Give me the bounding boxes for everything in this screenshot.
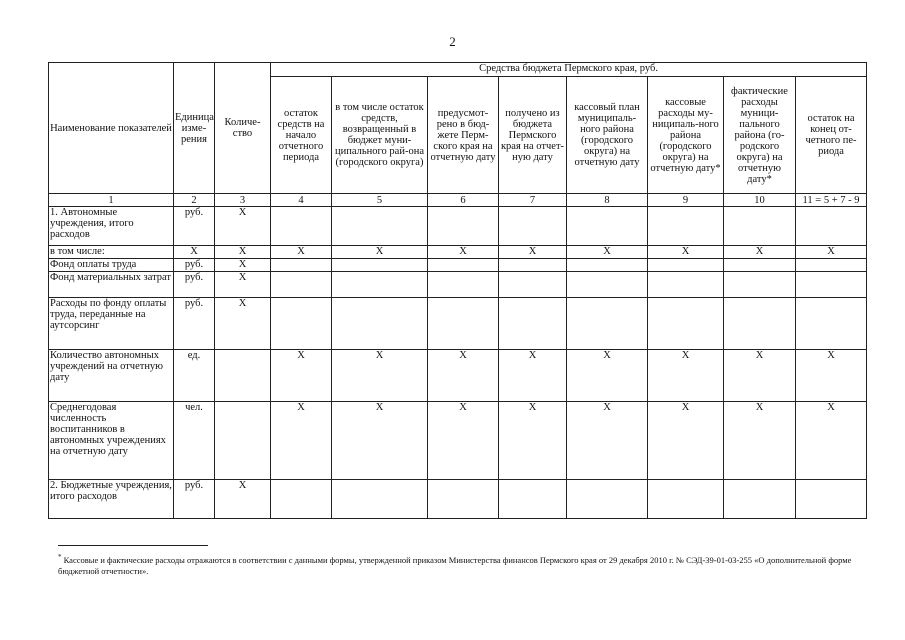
table-row	[49, 402, 867, 480]
row-cell	[428, 207, 499, 246]
row-name: Фонд материальных затрат	[49, 272, 174, 298]
row-cell	[724, 207, 796, 246]
row-cell	[567, 207, 648, 246]
row-cell: X	[499, 350, 567, 402]
row-cell	[567, 298, 648, 350]
row-cell	[332, 259, 428, 272]
header-budget-group: Средства бюджета Пермского края, руб.	[271, 63, 867, 77]
row-cell: X	[499, 246, 567, 259]
budget-report-table	[48, 62, 867, 519]
header-budget-col: получено из бюджета Пермского края на отчет-ную дату	[499, 77, 567, 194]
column-number: 8	[567, 194, 648, 207]
column-number: 6	[428, 194, 499, 207]
row-cell: X	[215, 207, 271, 246]
footnote-mark: *	[58, 553, 62, 561]
row-cell: X	[567, 402, 648, 480]
row-cell	[567, 272, 648, 298]
row-cell: X	[428, 350, 499, 402]
row-cell	[796, 259, 867, 272]
row-name: Фонд оплаты труда	[49, 259, 174, 272]
table-row	[49, 298, 867, 350]
row-unit: руб.	[174, 207, 215, 246]
row-cell: X	[724, 350, 796, 402]
row-cell	[271, 272, 332, 298]
row-cell: X	[271, 246, 332, 259]
row-cell	[428, 480, 499, 519]
row-cell: X	[648, 402, 724, 480]
row-cell: X	[332, 402, 428, 480]
row-cell	[332, 480, 428, 519]
row-cell: X	[215, 480, 271, 519]
row-cell: X	[271, 402, 332, 480]
row-unit: чел.	[174, 402, 215, 480]
column-number-row	[49, 194, 867, 207]
row-cell: X	[215, 246, 271, 259]
row-cell	[499, 480, 567, 519]
row-cell: X	[428, 246, 499, 259]
row-cell	[428, 298, 499, 350]
row-cell	[648, 207, 724, 246]
table-row	[49, 259, 867, 272]
table-row	[49, 207, 867, 246]
column-number: 3	[215, 194, 271, 207]
row-cell: X	[724, 246, 796, 259]
header-budget-col: остаток на конец от-четного пе-риода	[796, 77, 867, 194]
table-row	[49, 350, 867, 402]
row-name: 1. Автономные учреждения, итого расходов	[49, 207, 174, 246]
row-cell	[271, 207, 332, 246]
row-unit: руб.	[174, 298, 215, 350]
row-cell	[215, 350, 271, 402]
row-cell	[796, 272, 867, 298]
row-cell	[499, 259, 567, 272]
row-cell	[724, 298, 796, 350]
row-unit: X	[174, 246, 215, 259]
row-cell: X	[724, 402, 796, 480]
header-budget-col: предусмот-рено в бюд-жете Перм-ского края на отчетную дату	[428, 77, 499, 194]
row-cell	[271, 259, 332, 272]
row-unit: руб.	[174, 480, 215, 519]
header-unit: Единица изме-рения	[174, 63, 215, 194]
row-cell: X	[332, 246, 428, 259]
row-cell: X	[215, 272, 271, 298]
footnote	[58, 552, 868, 577]
footnote-divider	[58, 545, 208, 546]
row-cell	[271, 480, 332, 519]
row-cell: X	[796, 246, 867, 259]
row-cell	[332, 272, 428, 298]
column-number: 7	[499, 194, 567, 207]
table-row	[49, 246, 867, 259]
header-name: Наименование показателей	[49, 63, 174, 194]
row-cell	[796, 207, 867, 246]
row-cell	[499, 298, 567, 350]
row-cell	[648, 480, 724, 519]
row-cell	[648, 259, 724, 272]
column-number: 1	[49, 194, 174, 207]
row-cell: X	[499, 402, 567, 480]
table-row	[49, 480, 867, 519]
row-cell: X	[215, 259, 271, 272]
row-cell: X	[428, 402, 499, 480]
column-number: 5	[332, 194, 428, 207]
row-cell	[332, 298, 428, 350]
row-unit: руб.	[174, 259, 215, 272]
row-cell: X	[648, 350, 724, 402]
row-unit: руб.	[174, 272, 215, 298]
row-cell	[724, 480, 796, 519]
row-cell	[796, 480, 867, 519]
row-cell	[428, 272, 499, 298]
row-cell	[428, 259, 499, 272]
row-unit: ед.	[174, 350, 215, 402]
row-cell	[567, 480, 648, 519]
row-cell: X	[796, 402, 867, 480]
row-cell	[648, 272, 724, 298]
column-number: 11 = 5 + 7 - 9	[796, 194, 867, 207]
row-cell	[499, 272, 567, 298]
row-cell	[271, 298, 332, 350]
row-cell	[332, 207, 428, 246]
row-cell: X	[215, 298, 271, 350]
row-cell: X	[567, 246, 648, 259]
column-number: 4	[271, 194, 332, 207]
header-budget-col: кассовые расходы му-ниципаль-ного района (городского округа) на отчетную дату*	[648, 77, 724, 194]
column-number: 2	[174, 194, 215, 207]
row-cell	[648, 298, 724, 350]
header-budget-col: кассовый план муниципаль-ного района (городского округа) на отчетную дату	[567, 77, 648, 194]
column-number: 9	[648, 194, 724, 207]
row-name: Расходы по фонду оплаты труда, переданные на аутсорсинг	[49, 298, 174, 350]
row-name: 2. Бюджетные учреждения, итого расходов	[49, 480, 174, 519]
row-cell: X	[648, 246, 724, 259]
header-budget-col: остаток средств на начало отчетного периода	[271, 77, 332, 194]
page-number: 2	[449, 34, 456, 49]
row-cell: X	[567, 350, 648, 402]
row-cell	[796, 298, 867, 350]
row-cell: X	[796, 350, 867, 402]
column-number: 10	[724, 194, 796, 207]
table-row	[49, 272, 867, 298]
header-budget-col: фактические расходы муници-пального района (го-родского округа) на отчетную дату*	[724, 77, 796, 194]
row-cell	[724, 272, 796, 298]
footnote-text: Кассовые и фактические расходы отражаются в соответствии с данными формы, утвержденной приказом Министерства финансов Пермского края от 29 декабря 2010 г. № СЭД-39-01-03-255 «О дополнительной форме бюджетной отчетности».	[58, 554, 852, 576]
row-cell: X	[332, 350, 428, 402]
row-cell	[499, 207, 567, 246]
header-budget-col: в том числе остаток средств, возвращенный в бюджет муни-ципального рай-она (городского округа)	[332, 77, 428, 194]
row-cell: X	[271, 350, 332, 402]
header-quantity: Количе-ство	[215, 63, 271, 194]
row-cell	[567, 259, 648, 272]
row-name: Количество автономных учреждений на отчетную дату	[49, 350, 174, 402]
row-cell	[724, 259, 796, 272]
row-cell	[215, 402, 271, 480]
row-name: Среднегодовая численность воспитанников в автономных учреждениях на отчетную дату	[49, 402, 174, 480]
row-name: в том числе:	[49, 246, 174, 259]
